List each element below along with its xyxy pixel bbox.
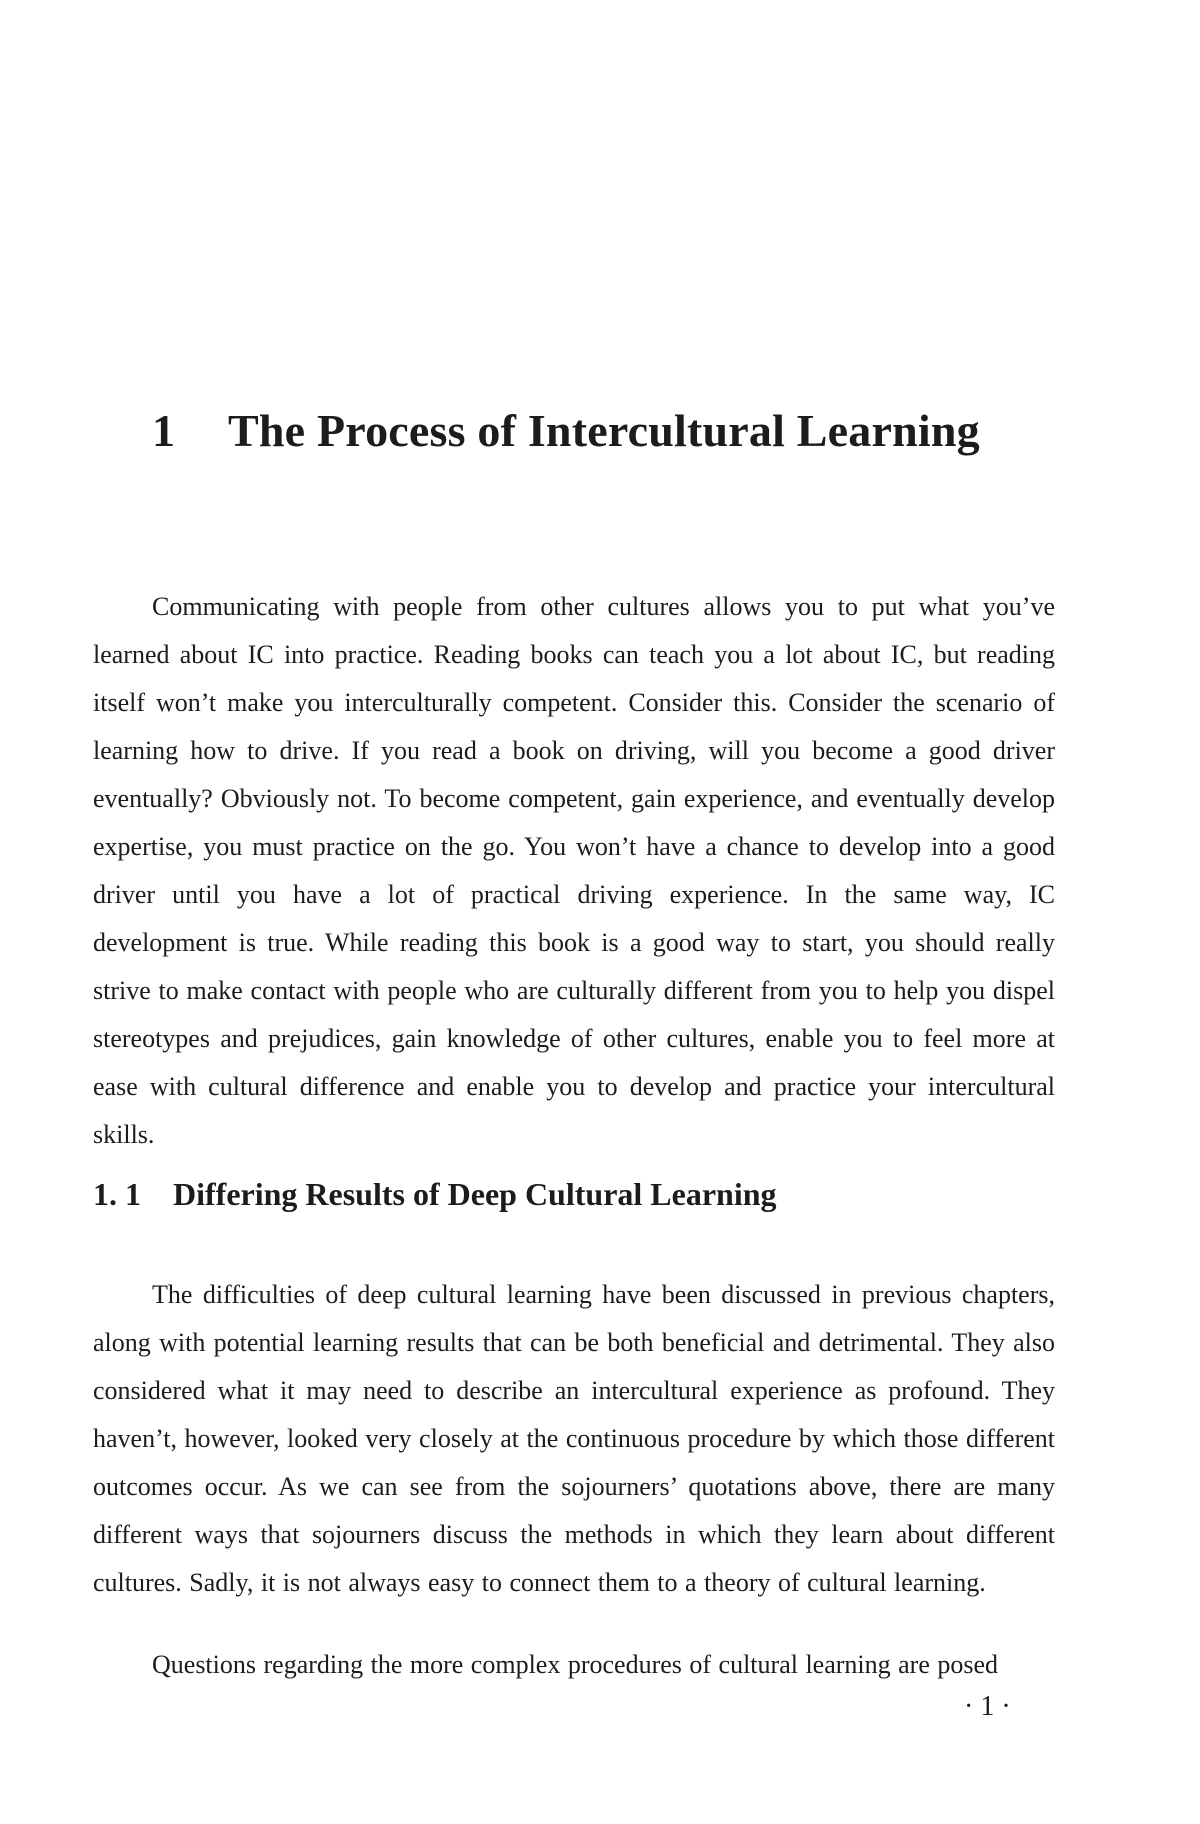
- paragraph-section-body: The difficulties of deep cultural learning have been discussed in previous chapters, along with potential learning results that can be both beneficial and detrimental. They also considered what it may need to describe an intercultural experience as profound. They haven’t, however, looked very closely at the continuous procedure by which those different outcomes occur. As we can see from the sojourners’ quotations above, there are many different ways that sojourners discuss the methods in which they learn about different cultures. Sadly, it is not always easy to connect them to a theory of cultural learning.: [93, 1280, 1055, 1597]
- section-number: 1. 1: [93, 1176, 141, 1212]
- chapter-number: 1: [152, 405, 176, 456]
- chapter-title-text: The Process of Intercultural Learning: [228, 405, 980, 456]
- page-number: · 1 ·: [964, 1691, 1011, 1722]
- section-heading: [93, 1176, 777, 1213]
- chapter-title: [152, 404, 980, 457]
- paragraph-continued: Questions regarding the more complex procedures of cultural learning are posed: [152, 1650, 999, 1679]
- section-title-text: Differing Results of Deep Cultural Learning: [173, 1176, 777, 1212]
- paragraph-intro: Communicating with people from other cultures allows you to put what you’ve learned about IC into practice. Reading books can teach you a lot about IC, but reading itself won’t make you interculturally competent. Consider this. Consider the scenario of learning how to drive. If you read a book on driving, will you become a good driver eventually? Obviously not. To become competent, gain experience, and eventually develop expertise, you must practice on the go. You won’t have a chance to develop into a good driver until you have a lot of practical driving experience. In the same way, IC development is true. While reading this book is a good way to start, you should really strive to make contact with people who are culturally different from you to help you dispel stereotypes and prejudices, gain knowledge of other cultures, enable you to feel more at ease with cultural difference and enable you to develop and practice your intercultural skills.: [93, 592, 1055, 1149]
